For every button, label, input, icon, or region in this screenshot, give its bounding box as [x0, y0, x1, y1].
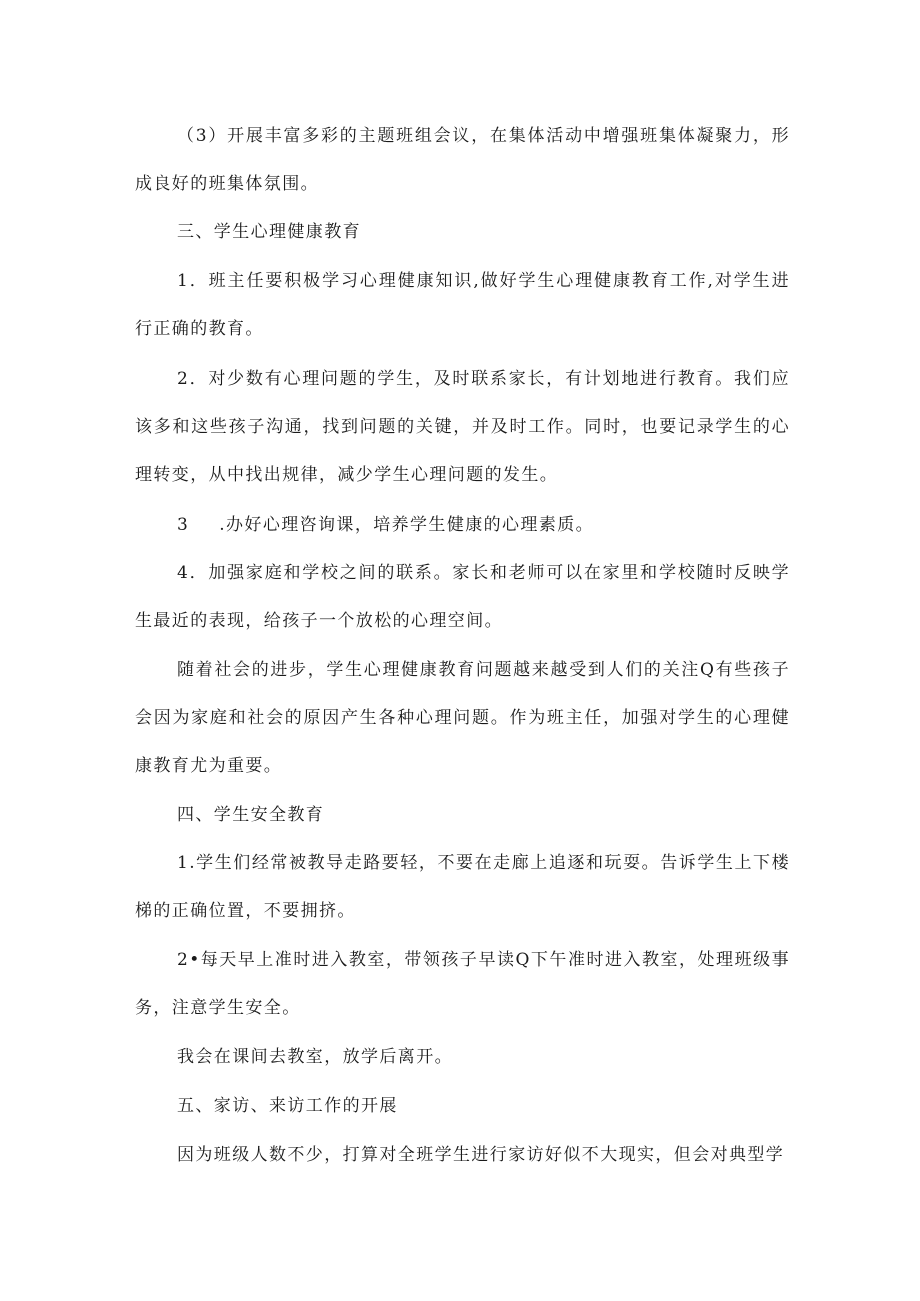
psych-item-3-text: .办好心理咨询课，培养学生健康的心理素质。	[219, 515, 595, 535]
paragraph-safety-item-2: 2•每天早上准时进入教室，带领孩子早读Q下午准时进入教室，处理班级事务，注意学生安全。	[135, 950, 790, 1018]
paragraph-item-3: （3）开展丰富多彩的主题班组会议，在集体活动中增强班集体凝聚力，形成良好的班集体氛围。	[135, 126, 790, 194]
section-heading-safety: 四、学生安全教育	[177, 805, 325, 825]
paragraph-psych-item-3	[177, 501, 594, 549]
paragraph-psych-item-1: 1．班主任要积极学习心理健康知识,做好学生心理健康教育工作,对学生进行正确的教育。	[135, 271, 790, 339]
section-heading-home-visits: 五、家访、来访工作的开展	[177, 1096, 398, 1116]
paragraph-psych-item-2: 2．对少数有心理问题的学生，及时联系家长，有计划地进行教育。我们应该多和这些孩子沟通，找到问题的关键，并及时工作。同时，也要记录学生的心理转变，从中找出规律，减少学生心理问题的发生。	[135, 369, 790, 485]
psych-item-3-number: 3	[177, 515, 190, 535]
paragraph-safety-item-1: 1.学生们经常被教导走路要轻，不要在走廊上追逐和玩耍。告诉学生上下楼梯的正确位置，不要拥挤。	[135, 853, 790, 921]
paragraph-psych-item-4: 4．加强家庭和学校之间的联系。家长和老师可以在家里和学校随时反映学生最近的表现，给孩子一个放松的心理空间。	[135, 563, 790, 631]
section-heading-psychological-health: 三、学生心理健康教育	[177, 222, 361, 242]
paragraph-home-visits: 因为班级人数不少，打算对全班学生进行家访好似不大现实，但会对典型学	[177, 1145, 785, 1165]
paragraph-psych-summary: 随着社会的进步，学生心理健康教育问题越来越受到人们的关注Q有些孩子会因为家庭和社会的原因产生各种心理问题。作为班主任，加强对学生的心理健康教育尤为重要。	[135, 660, 790, 776]
paragraph-safety-note: 我会在课间去教室，放学后离开。	[177, 1047, 453, 1067]
